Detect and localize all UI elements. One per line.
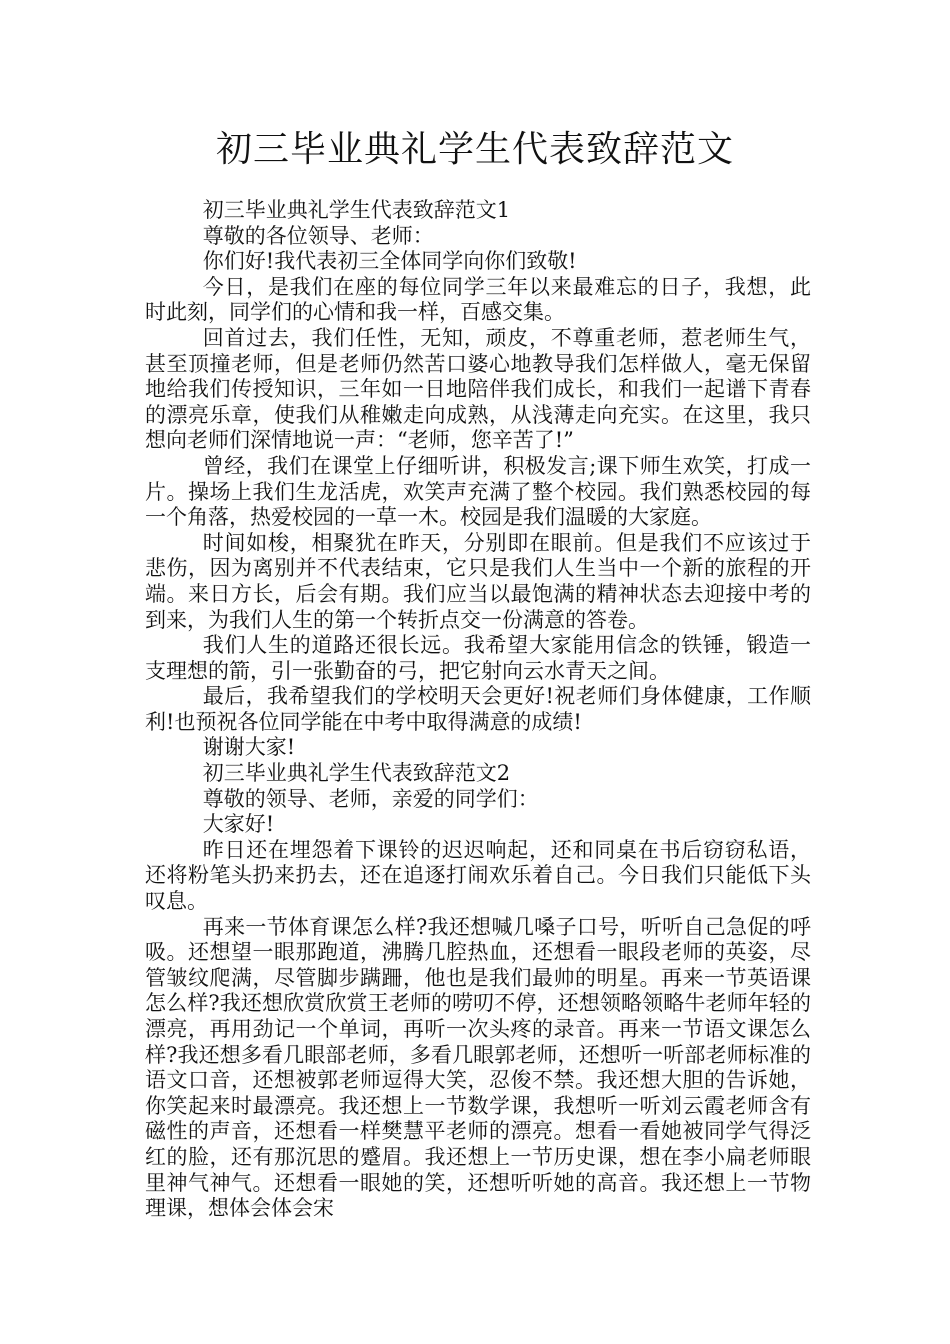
paragraph-greeting: 大家好! — [202, 812, 275, 837]
paragraph: 时间如梭，相聚犹在昨天，分别即在眼前。但是我们不应该过于悲伤，因为离别并不代表结束，它只是我们人生当中一个新的旅程的开端。来日方长，后会有期。我们应当以最饱满的精神状态去迎接中考的到来，为我们人生的第一个转折点交一份满意的答卷。 — [145, 530, 811, 632]
paragraph: 曾经，我们在课堂上仔细听讲，积极发言;课下师生欢笑，打成一片。操场上我们生龙活虎，欢笑声充满了整个校园。我们熟悉校园的每一个角落，热爱校园的一草一木。校园是我们温暖的大家庭。 — [145, 453, 811, 530]
paragraph: 我们人生的道路还很长远。我希望大家能用信念的铁锤，锻造一支理想的箭，引一张勤奋的弓，把它射向云水青天之间。 — [145, 633, 811, 683]
paragraph-greeting: 你们好!我代表初三全体同学向你们致敬! — [202, 249, 577, 274]
document-title: 初三毕业典礼学生代表致辞范文 — [215, 129, 734, 170]
paragraph-salutation: 尊敬的各位领导、老师： — [202, 223, 434, 248]
paragraph-heading-1: 初三毕业典礼学生代表致辞范文1 — [202, 198, 511, 222]
paragraph-salutation: 尊敬的领导、老师，亲爱的同学们： — [202, 786, 539, 811]
paragraph: 最后，我希望我们的学校明天会更好!祝老师们身体健康，工作顺利!也预祝各位同学能在中考中取得满意的成绩! — [145, 684, 811, 734]
document-body — [145, 198, 811, 1222]
paragraph: 昨日还在埋怨着下课铃的迟迟响起，还和同桌在书后窃窃私语，还将粉笔头扔来扔去，还在追逐打闹欢乐着自己。今日我们只能低下头叹息。 — [145, 837, 811, 914]
paragraph: 再来一节体育课怎么样?我还想喊几嗓子口号，听听自己急促的呼吸。还想望一眼那跑道，沸腾几腔热血，还想看一眼段老师的英姿，尽管皱纹爬满，尽管脚步蹒跚，他也是我们最帅的明星。再来一节英语课怎么样?我还想欣赏欣赏王老师的唠叨不停，还想领略领略牛老师年轻的漂亮，再用劲记一个单词，再听一次头疼的录音。再来一节语文课怎么样?我还想多看几眼部老师，多看几眼郭老师，还想听一听部老师标准的语文口音，还想被郭老师逗得大笑，忍俊不禁。我还想大胆的告诉她，你笑起来时最漂亮。我还想上一节数学课，我想听一听刘云霞老师含有磁性的声音，还想看一样樊慧平老师的漂亮。想看一看她被同学气得泛红的脸，还有那沉思的蹙眉。我还想上一节历史课，想在李小扁老师眼里神气神气。还想看一眼她的笑，还想听听她的高音。我还想上一节物理课，想体会体会宋 — [145, 914, 811, 1221]
paragraph-thanks: 谢谢大家! — [202, 735, 296, 760]
paragraph: 今日，是我们在座的每位同学三年以来最难忘的日子，我想，此时此刻，同学们的心情和我一样，百感交集。 — [145, 274, 811, 325]
paragraph: 回首过去，我们任性，无知，顽皮，不尊重老师，惹老师生气，甚至顶撞老师，但是老师仍然苦口婆心地教导我们怎样做人，毫无保留地给我们传授知识，三年如一日地陪伴我们成长，和我们一起谱下青春的漂亮乐章，使我们从稚嫩走向成熟，从浅薄走向充实。在这里，我只想向老师们深情地说一声：“老师，您辛苦了!” — [145, 325, 811, 453]
paragraph-heading-2: 初三毕业典礼学生代表致辞范文2 — [202, 761, 511, 786]
